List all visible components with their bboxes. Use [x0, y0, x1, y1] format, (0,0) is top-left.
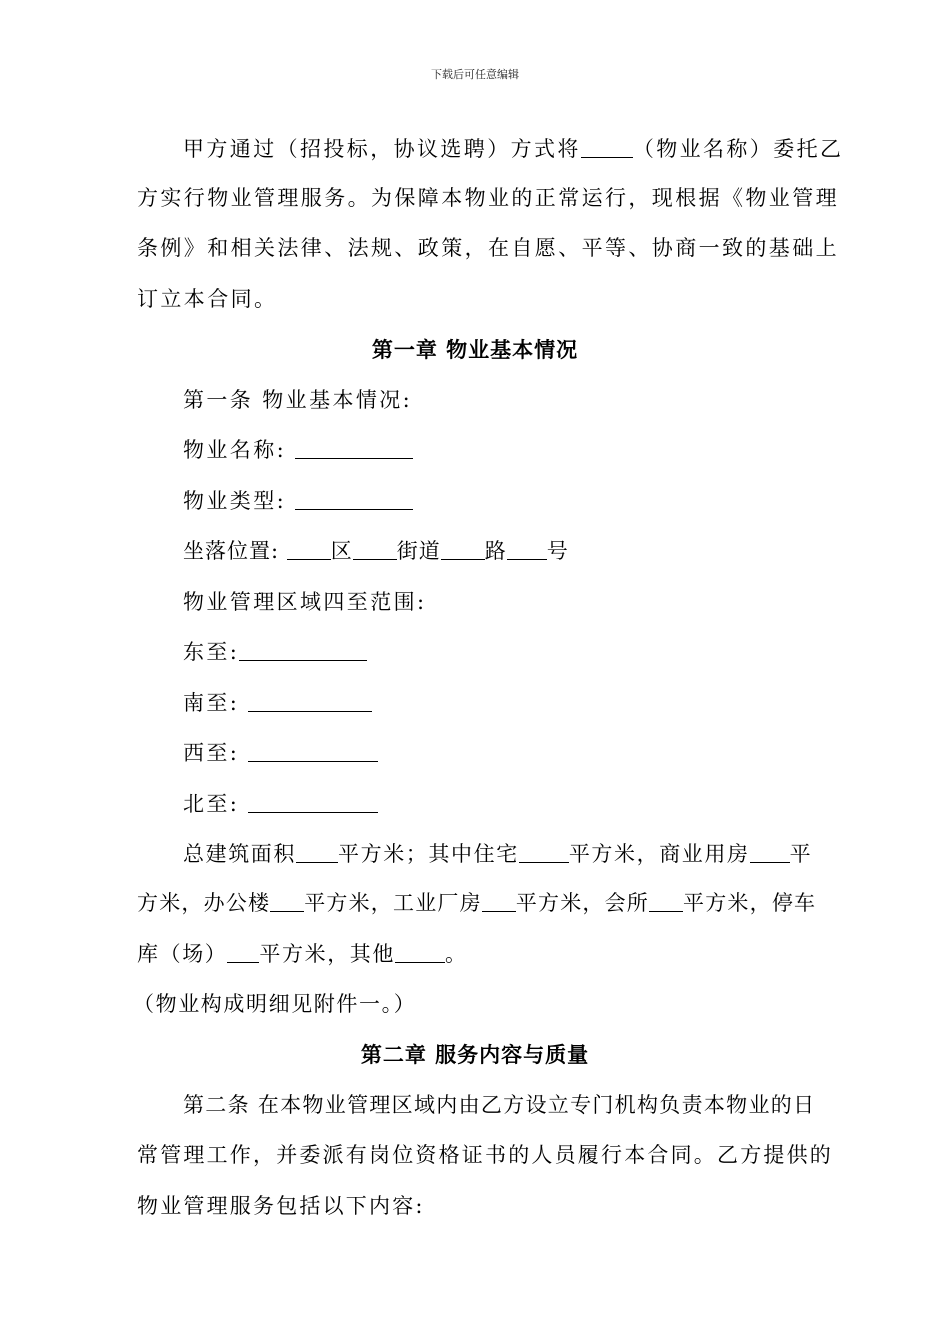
chapter-2-heading: 第二章 服务内容与质量 [360, 1043, 590, 1067]
scope-label: 物业管理区域四至范围: [183, 590, 427, 614]
property-name-field[interactable] [295, 436, 413, 459]
location-label: 坐落位置: [183, 539, 280, 563]
industrial-field[interactable] [482, 889, 516, 912]
total-area-label: 总建筑面积 [183, 842, 296, 866]
parking-field[interactable] [227, 940, 259, 963]
district-field[interactable] [287, 537, 331, 560]
location-row [183, 536, 569, 566]
south-label: 南至: [183, 691, 240, 715]
area-line-1 [183, 839, 812, 869]
commercial-field[interactable] [750, 840, 790, 863]
property-type-field[interactable] [295, 487, 413, 510]
north-row [183, 789, 378, 819]
other-label: 平方米，其他 [259, 942, 396, 966]
article-2-line-2: 常管理工作，并委派有岗位资格证书的人员履行本合同。乙方提供的 [137, 1143, 833, 1167]
property-type-row [183, 486, 413, 516]
article-2-line-3: 物业管理服务包括以下内容: [137, 1194, 425, 1218]
property-name-label: 物业名称: [183, 438, 287, 462]
area-line-2 [137, 888, 816, 918]
area-end: 。 [445, 942, 468, 966]
industrial-label: 平方米，工业厂房 [304, 891, 482, 915]
south-row [183, 688, 372, 718]
residential-field[interactable] [519, 840, 569, 863]
parking-label: 平方米，停车 [683, 891, 817, 915]
road-field[interactable] [441, 537, 485, 560]
property-name-blank[interactable] [581, 135, 633, 158]
street-label: 街道 [396, 539, 441, 563]
east-field[interactable] [239, 638, 367, 661]
other-field[interactable] [395, 940, 445, 963]
total-area-field[interactable] [296, 840, 338, 863]
intro-line-4: 订立本合同。 [137, 287, 278, 311]
north-field[interactable] [248, 790, 378, 813]
intro-line-1 [183, 134, 843, 164]
number-field[interactable] [507, 537, 547, 560]
residential-label: 平方米；其中住宅 [338, 842, 519, 866]
east-label: 东至: [183, 640, 240, 664]
street-field[interactable] [353, 537, 397, 560]
office-label: 方米，办公楼 [137, 891, 271, 915]
intro-text-a: 甲方通过（招投标，协议选聘）方式将 [183, 137, 581, 161]
intro-line-2: 方实行物业管理服务。为保障本物业的正常运行，现根据《物业管理 [137, 186, 839, 210]
chapter-1-heading: 第一章 物业基本情况 [371, 338, 579, 362]
west-field[interactable] [248, 739, 378, 762]
intro-text-b: （物业名称）委托乙 [632, 137, 844, 161]
number-label: 号 [546, 539, 569, 563]
west-row [183, 738, 378, 768]
article-1: 第一条 物业基本情况: [183, 388, 413, 412]
west-label: 西至: [183, 741, 240, 765]
office-field[interactable] [270, 889, 304, 912]
property-type-label: 物业类型: [183, 489, 287, 513]
north-label: 北至: [183, 792, 240, 816]
east-row [183, 637, 367, 667]
road-label: 路 [484, 539, 507, 563]
area-unit-start: 平 [789, 842, 813, 866]
article-2-line-1: 第二条 在本物业管理区域内由乙方设立专门机构负责本物业的日 [183, 1093, 816, 1117]
page-header: 下载后可任意编辑 [431, 68, 519, 81]
district-label: 区 [330, 539, 353, 563]
clubhouse-field[interactable] [649, 889, 683, 912]
clubhouse-label: 平方米，会所 [515, 891, 650, 915]
commercial-label: 平方米，商业用房 [568, 842, 750, 866]
parking-lot-label: 库（场） [137, 942, 228, 966]
intro-line-3: 条例》和相关法律、法规、政策，在自愿、平等、协商一致的基础上 [137, 236, 839, 260]
south-field[interactable] [248, 689, 372, 712]
annex-note: （物业构成明细见附件一。） [133, 992, 417, 1016]
property-name-row [183, 435, 413, 465]
area-line-3 [137, 939, 468, 969]
